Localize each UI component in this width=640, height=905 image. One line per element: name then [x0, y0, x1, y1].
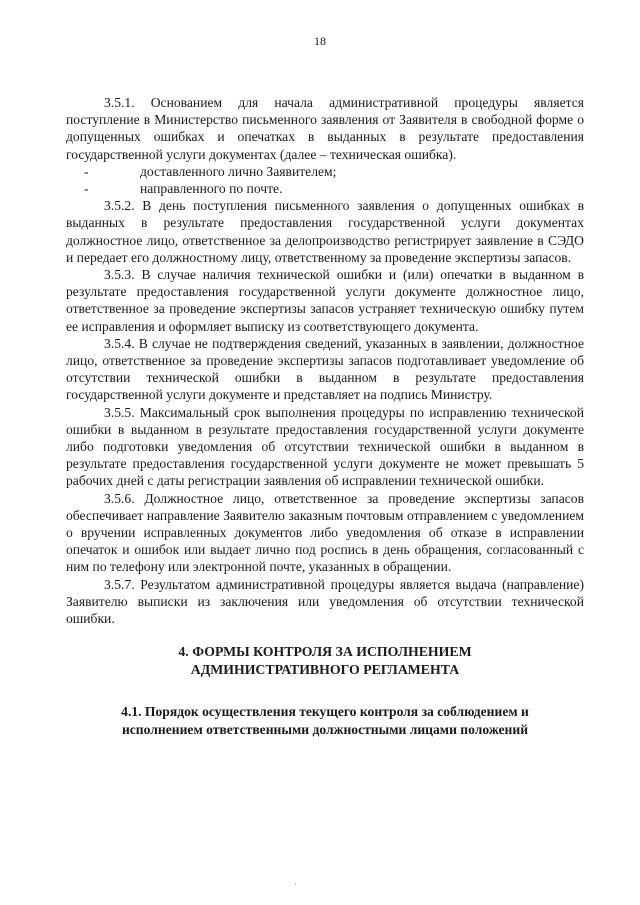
subsection-heading-line: 4.1. Порядок осуществления текущего контроля за соблюдением и	[121, 704, 529, 720]
paragraph-3-5-2: 3.5.2. В день поступления письменного заявления о допущенных ошибках в выданных в результате предоставления государственной услуги документах должностное лицо, ответственное за делопроизводство регистрирует заявление в СЭДО и передает его должностному лицу, ответственному за проведение экспертизы запасов.	[66, 198, 584, 265]
list-item-text: направленного по почте.	[140, 181, 283, 197]
paragraph-3-5-7: 3.5.7. Результатом административной процедуры является выдача (направление) Заявителю выписки из заключения или уведомления об отсутствии технической ошибки.	[66, 576, 584, 627]
subsection-heading	[66, 703, 584, 739]
list-bullet: -	[84, 163, 89, 179]
section-heading-line: АДМИНИСТРАТИВНОГО РЕГЛАМЕНТА	[190, 662, 460, 678]
paragraph-3-5-3: 3.5.3. В случае наличия технической ошибки и (или) опечатки в выданном в результате предоставления государственной услуги документе должностное лицо, ответственное за проведение экспертизы запасов устраняет техническую ошибку путем ее исправления и оформляет выписку из соответствующего документа.	[66, 267, 584, 334]
list-item-text: доставленного лично Заявителем;	[140, 163, 337, 179]
section-heading	[66, 643, 584, 679]
list-item	[66, 163, 584, 180]
paragraph-3-5-1: 3.5.1. Основанием для начала административной процедуры является поступление в Министерство письменного заявления от Заявителя в свободной форме о допущенных ошибках и опечатках в выданных в результате предоставления государственной услуги документах (далее – техническая ошибка).	[66, 95, 584, 162]
paragraph-3-5-6: 3.5.6. Должностное лицо, ответственное за проведение экспертизы запасов обеспечивает направление Заявителю заказным почтовым отправлением с уведомлением о вручении исправленных документов либо уведомления об отказе в исправлении опечаток и ошибок или выдает лично под роспись в день обращения, согласованный с ним по телефону или электронной почте, указанных в обращении.	[66, 490, 584, 575]
page-number: 18	[314, 34, 326, 48]
paragraph-3-5-5: 3.5.5. Максимальный срок выполнения процедуры по исправлению технической ошибки в выданном в результате предоставления государственной услуги документе либо подготовки уведомления об отсутствии технической ошибки в выданном в результате предоставления государственной услуги документе не может превышать 5 рабочих дней с даты регистрации заявления об исправлении технической ошибки.	[66, 404, 584, 489]
scan-artifact: ·	[294, 880, 297, 889]
paragraph-3-5-4: 3.5.4. В случае не подтверждения сведений, указанных в заявлении, должностное лицо, ответственное за проведение экспертизы запасов подготавливает уведомление об отсутствии технической ошибки в выданном в результате предоставления государственной услуги документе и представляет на подпись Министру.	[66, 335, 584, 403]
list-bullet: -	[84, 181, 89, 197]
list-item	[66, 180, 584, 197]
document-body	[66, 94, 584, 739]
subsection-heading-line: исполнением ответственными должностными лицами положений	[121, 722, 529, 738]
section-heading-line: 4. ФОРМЫ КОНТРОЛЯ ЗА ИСПОЛНЕНИЕМ	[178, 644, 472, 660]
